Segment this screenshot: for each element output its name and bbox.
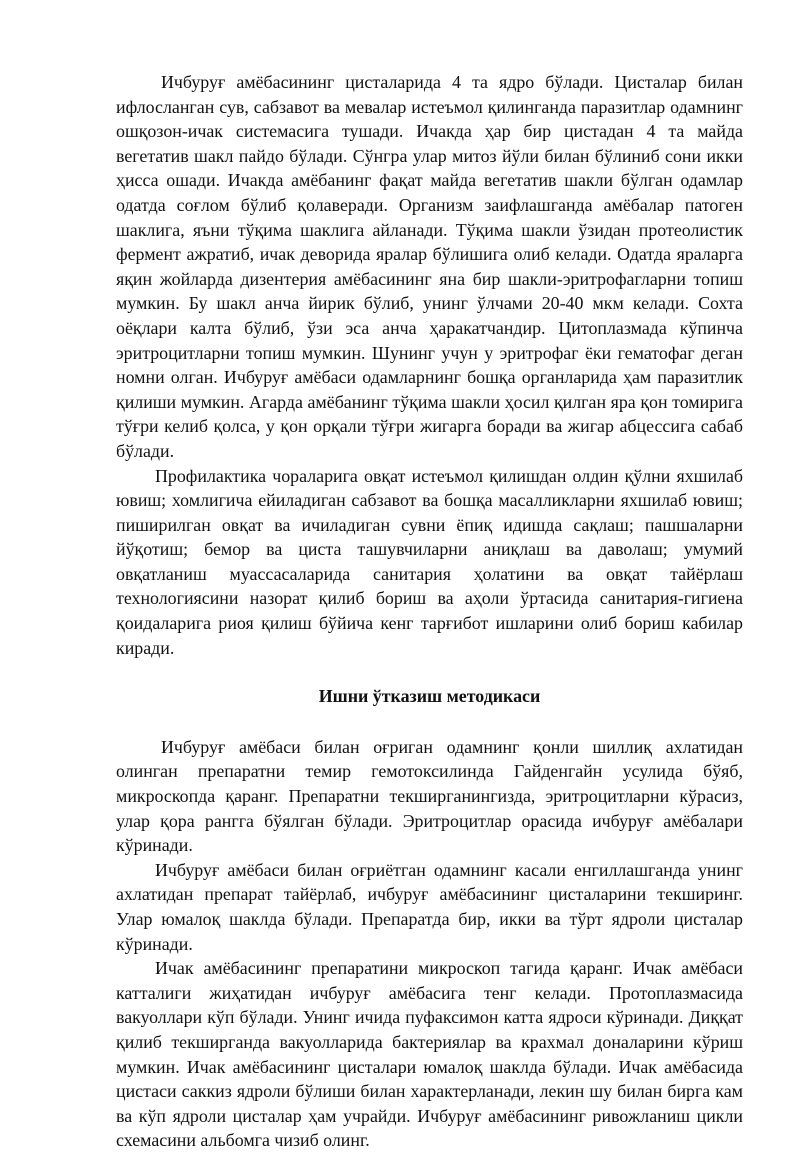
paragraph-method-3: Ичак амёбасининг препаратини микроскоп тагида қаранг. Ичак амёбаси катталиги жиҳатидан ичбуруғ амёбасига тенг келади. Протоплазмасида вакуоллари кўп бўлади. Унинг ичида пуфаксимон катта ядроси кўринади. Диққат қилиб текширганда вакуолларида бактериялар ва крахмал доналарини кўриш мумкин. Ичак амёбасининг цисталари юмалоқ шаклда бўлади. Ичак амёбасида цистаси саккиз ядроли бўлиши билан характерланади, лекин шу билан бирга кам ва кўп ядроли цисталар ҳам учрайди. Ичбуруғ амёбасининг ривожланиш цикли схемасини альбомга чизиб олинг. — [116, 958, 743, 1151]
section-heading: Ишни ўтказиш методикаси — [318, 686, 541, 707]
paragraph-method-1: Ичбуруғ амёбаси билан оғриган одамнинг қонли шиллиқ ахлатидан олинган препаратни темир гемотоксилинда Гайденгайн усулида бўяб, микроскопда қаранг. Препаратни текширганингизда, эритроцитларни кўрасиз, улар қора рангга бўялган бўлади. Эритроцитлар орасида ичбуруғ амёбалари кўринади. — [116, 736, 743, 856]
paragraph-method-2: Ичбуруғ амёбаси билан оғриётган одамнинг касали енгиллашганда унинг ахлатидан препарат тайёрлаб, ичбуруғ амёбасининг цисталарини текширинг. Улар юмалоқ шаклда бўлади. Препаратда бир, икки ва тўрт ядроли цисталар кўринади. — [116, 859, 743, 954]
document-page — [116, 70, 743, 1153]
paragraph-prophylaxis: Профилактика чораларига овқат истеъмол қилишдан олдин қўлни яхшилаб ювиш; хомлигича ейиладиган сабзавот ва бошқа масалликларни яхшилаб ювиш; пиширилган овқат ва ичиладиган сувни ёпиқ идишда сақлаш; пашшаларни йўқотиш; бемор ва циста ташувчиларни аниқлаш ва даволаш; умумий овқатланиш муассасаларида санитария ҳолатини ва овқат тайёрлаш технологиясини назорат қилиб бориш ва аҳоли ўртасида санитария-гигиена қоидаларига риоя қилиш бўйича кенг тарғибот ишларини олиб бориш кабилар киради. — [116, 465, 743, 658]
paragraph-cysts: Ичбуруғ амёбасининг цисталарида 4 та ядро бўлади. Цисталар билан ифлосланган сув, сабзавот ва мевалар истеъмол қилинганда паразитлар одамнинг ошқозон-ичак системасига тушади. Ичакда ҳар бир цистадан 4 та майда вегетатив шакл пайдо бўлади. Сўнгра улар митоз йўли билан бўлиниб сони икки ҳисса ошади. Ичакда амёбанинг фақат майда вегетатив шакли бўлган одамлар одатда соғлом бўлиб қолаверади. Организм заифлашганда амёбалар патоген шаклига, яъни тўқима шаклига айланади. Тўқима шакли ўзидан протеолистик фермент ажратиб, ичак деворида яралар бўлишига олиб келади. Одатда яраларга яқин жойларда дизентерия амёбасининг яна бир шакли-эритрофагларни топиш мумкин. Бу шакл анча йирик бўлиб, унинг ўлчами 20-40 мкм келади. Сохта оёқлари калта бўлиб, ўзи эса анча ҳаракатчандир. Цитоплазмада кўпинча эритроцитларни топиш мумкин. Шунинг учун у эритрофаг ёки гематофаг деган номни олган. Ичбуруғ амёбаси одамларнинг бошқа органларида ҳам паразитлик қилиши мумкин. Агарда амёбанинг тўқима шакли ҳосил қилган яра қон томирига тўғри келиб қолса, у қон орқали тўғри жигарга боради ва жигар абцессига сабаб бўлади. — [116, 72, 743, 461]
